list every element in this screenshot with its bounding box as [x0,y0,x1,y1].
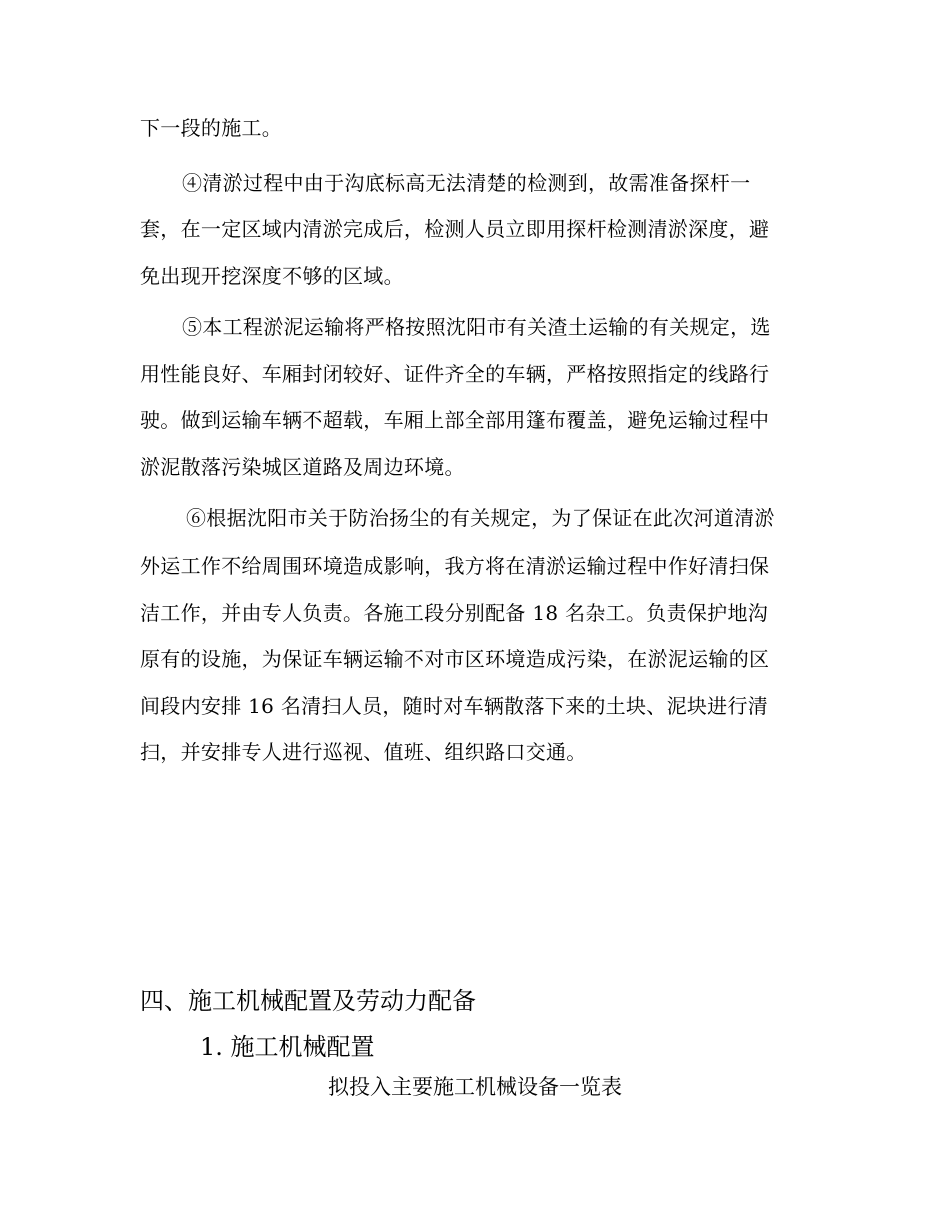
paragraph-line: 洁工作，并由专人负责。各施工段分别配备 18 名杂工。负责保护地沟 [140,601,769,625]
paragraph-line: 淤泥散落污染城区道路及周边环境。 [140,455,465,479]
subsection-heading: 1. 施工机械配置 [200,1033,375,1061]
paragraph-line: 扫，并安排专人进行巡视、值班、组织路口交通。 [140,740,587,764]
paragraph-line: ⑥根据沈阳市关于防治扬尘的有关规定，为了保证在此次河道清淤 [186,506,775,530]
paragraph-line: ④清淤过程中由于沟底标高无法清楚的检测到，故需准备探杆一 [182,171,751,195]
paragraph-line: 套，在一定区域内清淤完成后，检测人员立即用探杆检测清淤深度，避 [140,217,770,241]
paragraph-line: 用性能良好、车厢封闭较好、证件齐全的车辆，严格按照指定的线路行 [140,362,770,386]
section-heading: 四、施工机械配置及劳动力配备 [140,987,476,1015]
paragraph-line: 外运工作不给周围环境造成影响，我方将在清淤运输过程中作好清扫保 [140,554,770,578]
paragraph-line: 下一段的施工。 [140,116,283,140]
paragraph-line: 驶。做到运输车辆不超载，车厢上部全部用篷布覆盖，避免运输过程中 [140,408,770,432]
paragraph-line: ⑤本工程淤泥运输将严格按照沈阳市有关渣土运输的有关规定，选 [182,315,771,339]
table-caption: 拟投入主要施工机械设备一览表 [328,1075,622,1099]
paragraph-line: 原有的设施，为保证车辆运输不对市区环境造成污染，在淤泥运输的区 [140,647,770,671]
paragraph-line: 免出现开挖深度不够的区域。 [140,264,404,288]
paragraph-line: 间段内安排 16 名清扫人员，随时对车辆散落下来的土块、泥块进行清 [140,694,769,718]
